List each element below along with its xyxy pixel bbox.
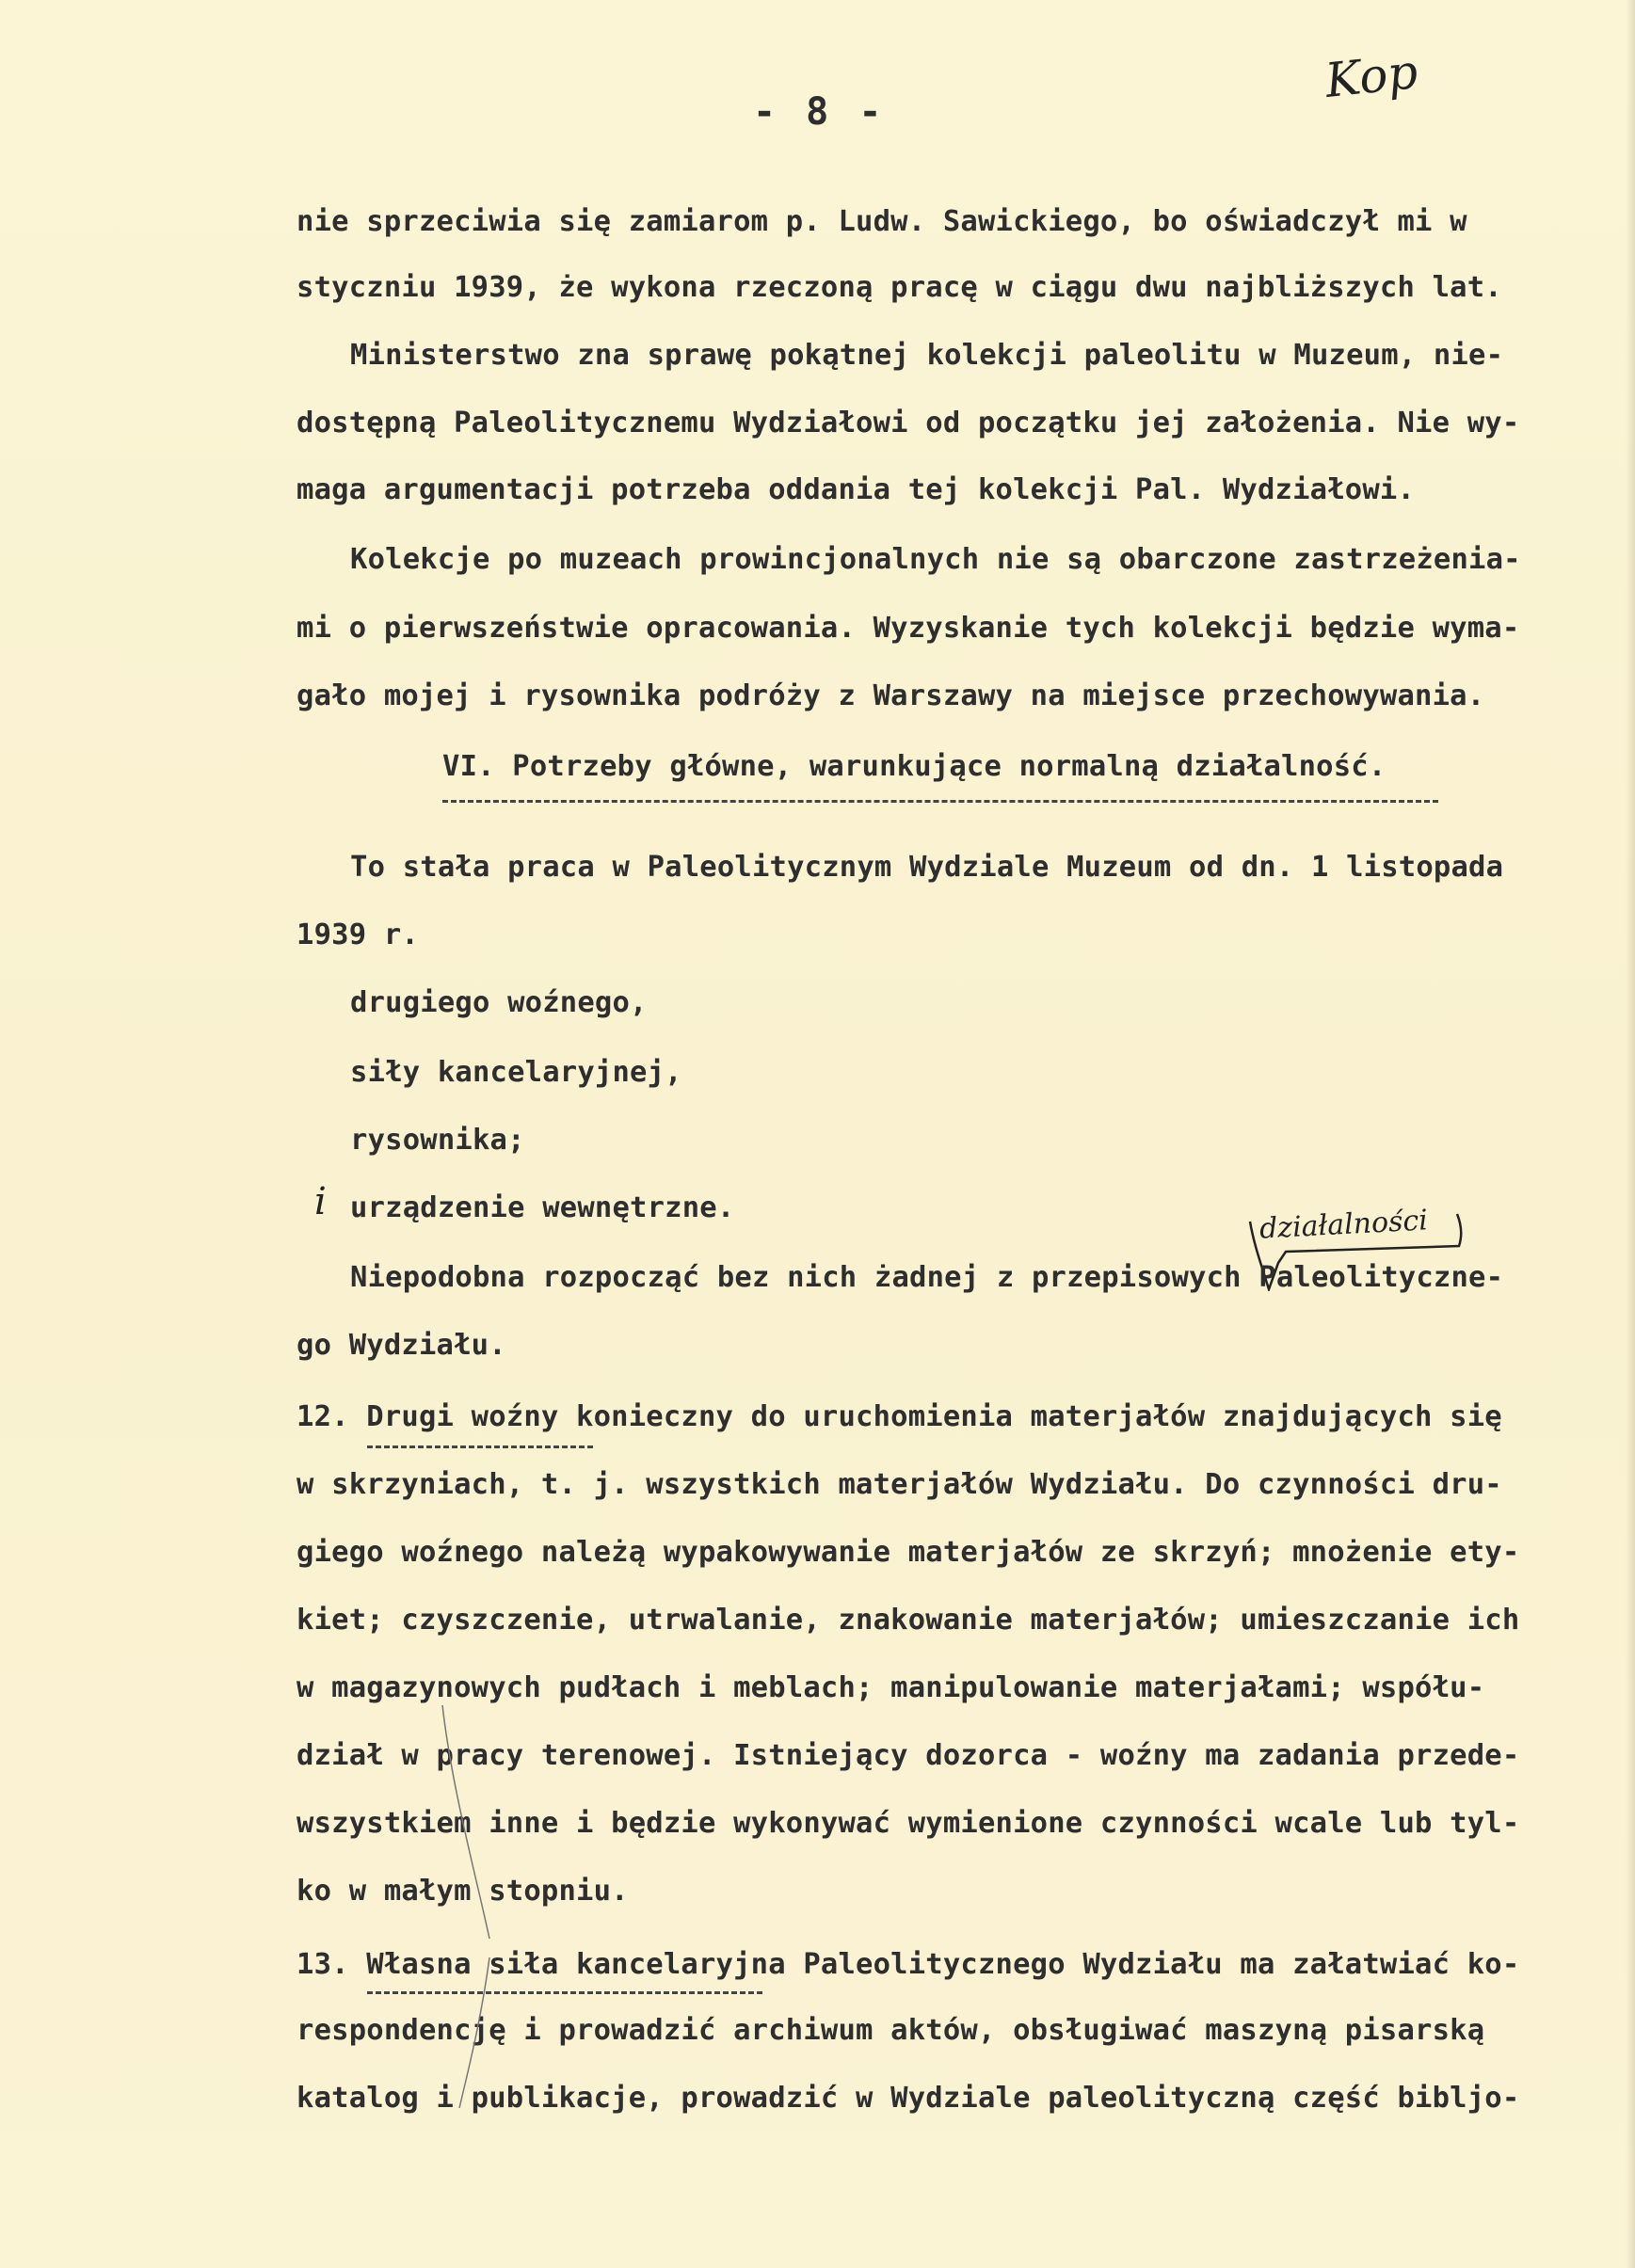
list-item: drugiego woźnego, [350,986,648,1019]
heading-underline [442,800,1438,803]
text-line: go Wydziału. [297,1329,506,1362]
page-number: - 8 - [753,90,886,134]
handwritten-letter-i: i [314,1180,327,1223]
text-line: respondencję i prowadzić archiwum aktów, obsługiwać maszyną pisarską [297,2014,1485,2047]
handwritten-annotation-kop: Kop [1322,44,1420,108]
handwritten-insertion: działalności [1258,1204,1429,1246]
page-edge-shadow [1626,0,1635,2268]
text-line: w magazynowych pudłach i meblach; manipulowanie materjałami; współu- [297,1671,1485,1704]
text-line: w skrzyniach, t. j. wszystkich materjałów Wydziału. Do czynności dru- [297,1468,1502,1501]
text-line: styczniu 1939, że wykona rzeczoną pracę w ciągu dwu najbliższych lat. [297,271,1502,304]
text-line: Niepodobna rozpocząć bez nich żadnej z przepisowych Paleolityczne- [350,1261,1504,1294]
section-heading: VI. Potrzeby główne, warunkujące normalną działalność. [442,750,1387,783]
paragraph-13-first-line: 13. Własna siła kancelaryjna Paleolitycznego Wydziału ma załatwiać ko- [297,1948,1520,1981]
text-line: Kolekcje po muzeach prowincjonalnych nie są obarczone zastrzeżenia- [350,543,1521,576]
text-line: dział w pracy terenowej. Istniejący dozorca - woźny ma zadania przede- [297,1739,1520,1772]
text-line: mi o pierwszeństwie opracowania. Wyzyskanie tych kolekcji będzie wyma- [297,612,1520,645]
paragraph-12-first-line: 12. Drugi woźny konieczny do uruchomienia materjałów znajdujących się [297,1400,1502,1433]
text-line: 1939 r. [297,918,419,951]
text-line: dostępną Paleolitycznemu Wydziałowi od początku jej założenia. Nie wy- [297,407,1520,439]
text-line: kiet; czyszczenie, utrwalanie, znakowanie materjałów; umieszczanie ich [297,1604,1520,1637]
text-line: wszystkiem inne i będzie wykonywać wymienione czynności wcale lub tyl- [297,1807,1520,1840]
text-line: giego woźnego należą wypakowywanie materjałów ze skrzyń; mnożenie ety- [297,1536,1520,1569]
term-underline [367,1445,593,1448]
text-line: maga argumentacji potrzeba oddania tej kolekcji Pal. Wydziałowi. [297,473,1416,506]
text-line: Ministerstwo zna sprawę pokątnej kolekcji paleolitu w Muzeum, nie- [350,339,1504,372]
text-line: To stała praca w Paleolitycznym Wydziale Muzeum od dn. 1 listopada [350,851,1504,884]
list-item: urządzenie wewnętrzne. [350,1191,735,1224]
text-line: nie sprzeciwia się zamiarom p. Ludw. Sawickiego, bo oświadczył mi w [297,205,1467,238]
list-item: rysownika; [350,1124,525,1157]
text-line: ko w małym stopniu. [297,1875,629,1908]
text-line: gało mojej i rysownika podróży z Warszawy na miejsce przechowywania. [297,679,1485,712]
list-item: siły kancelaryjnej, [350,1056,682,1089]
text-line: katalog i publikacje, prowadzić w Wydziale paleolityczną część bibljo- [297,2082,1520,2115]
term-underline [367,1991,762,1994]
